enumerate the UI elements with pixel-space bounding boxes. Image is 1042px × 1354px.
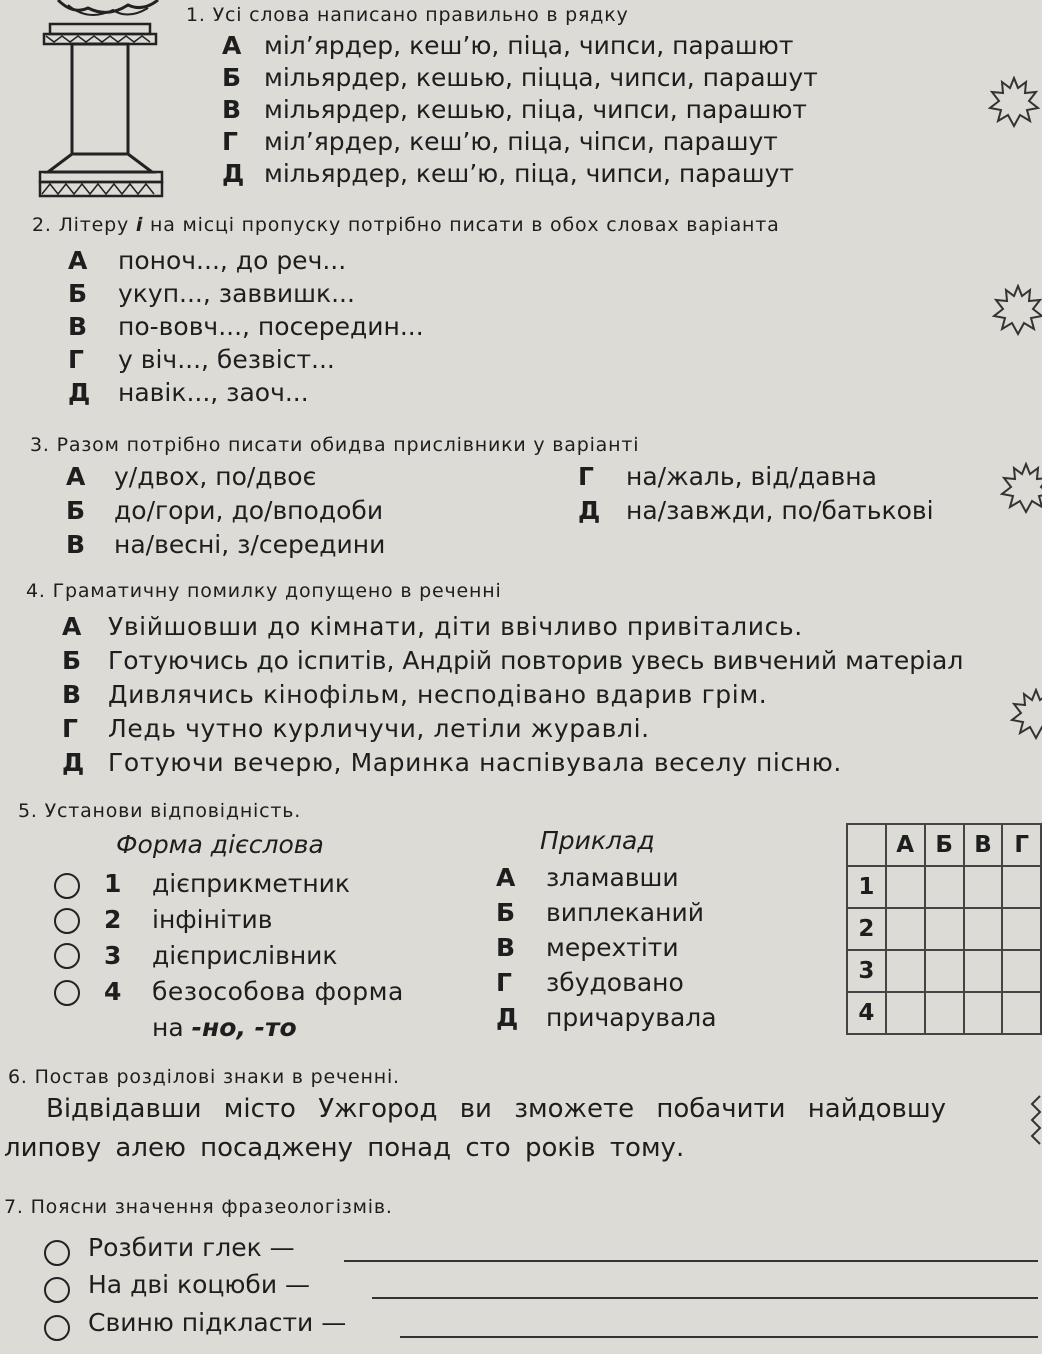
option-g[interactable]: Г на/жаль, від/давна <box>578 462 877 491</box>
list-item: Г збудовано <box>496 968 684 997</box>
radio-2[interactable] <box>54 908 80 934</box>
sun-stamp-icon <box>1010 688 1042 740</box>
option-g[interactable]: Г у віч..., безвіст... <box>68 345 335 374</box>
grid-col-header: Г <box>1002 824 1041 866</box>
q3-options-left <box>66 460 385 562</box>
grid-cell[interactable] <box>1002 908 1041 950</box>
option-d[interactable]: Д навік..., заоч... <box>68 378 309 407</box>
sun-stamp-icon <box>988 76 1040 128</box>
radio-item-1[interactable] <box>44 1240 70 1266</box>
q1-options <box>222 30 818 190</box>
option-b[interactable]: Б мільярдер, кешью, піцца, чипси, парашут <box>222 63 818 92</box>
grid-cell[interactable] <box>925 866 964 908</box>
grid-col-header: Б <box>925 824 964 866</box>
grid-cell[interactable] <box>964 992 1003 1034</box>
option-v[interactable]: В по-вовч..., посередин... <box>68 312 424 341</box>
list-item: 1 дієприкметник <box>104 869 351 898</box>
list-item: А зламавши <box>496 863 679 892</box>
q5-right-list <box>496 860 717 1035</box>
question-number: 2. <box>32 214 52 236</box>
question-number: 1. <box>186 4 206 26</box>
grid-col-header: В <box>964 824 1003 866</box>
list-item: Б виплеканий <box>496 898 704 927</box>
option-d[interactable]: Д мільярдер, кеш’ю, піца, чипси, парашут <box>222 159 794 188</box>
question-1 <box>186 4 629 26</box>
grid-cell[interactable] <box>886 950 925 992</box>
question-text: Установи відповідність. <box>44 800 302 822</box>
grid-row-header: 4 <box>847 992 886 1034</box>
pillar-illustration <box>28 0 178 200</box>
sentence-line-2: липову алею посаджену понад сто років тому. <box>4 1133 685 1163</box>
option-b[interactable]: Б укуп..., заввишк... <box>68 279 355 308</box>
answer-grid <box>846 823 1042 1035</box>
radio-item-2[interactable] <box>44 1277 70 1303</box>
answer-line-3[interactable] <box>400 1336 1038 1338</box>
q3-options-right <box>578 460 934 528</box>
list-item: Д причарувала <box>496 1003 717 1032</box>
idiom-2: На дві коцюби — <box>88 1270 311 1299</box>
question-text: Усі слова написано правильно в рядку <box>212 4 629 26</box>
grid-cell[interactable] <box>1002 950 1041 992</box>
option-a[interactable]: А Увійшовши до кімнати, діти ввічливо привітались. <box>62 612 803 641</box>
sun-stamp-icon <box>992 284 1042 336</box>
grid-cell[interactable] <box>964 908 1003 950</box>
grid-col-header: А <box>886 824 925 866</box>
question-4 <box>26 580 502 602</box>
question-text: Поясни значення фразеологізмів. <box>30 1196 393 1218</box>
radio-3[interactable] <box>54 943 80 969</box>
option-a[interactable]: А поноч..., до реч... <box>68 246 347 275</box>
grid-row-header: 2 <box>847 908 886 950</box>
option-b[interactable]: Б Готуючись до іспитів, Андрій повторив увесь вивчений матеріал <box>62 646 964 675</box>
grid-cell[interactable] <box>1002 866 1041 908</box>
q5-left-list <box>104 866 404 1046</box>
option-d[interactable]: Д Готуючи вечерю, Маринка наспівувала веселу пісню. <box>62 748 842 777</box>
list-item: 2 інфінітив <box>104 905 273 934</box>
option-v[interactable]: В мільярдер, кешью, піца, чипси, парашют <box>222 95 807 124</box>
radio-4[interactable] <box>54 980 80 1006</box>
question-number: 6. <box>8 1066 28 1088</box>
right-header: Приклад <box>540 826 655 855</box>
question-text: Постав розділові знаки в реченні. <box>34 1066 400 1088</box>
question-number: 3. <box>30 434 50 456</box>
question-number: 5. <box>18 800 38 822</box>
grid-cell[interactable] <box>964 950 1003 992</box>
question-text: Граматичну помилку допущено в реченні <box>52 580 502 602</box>
left-header: Форма дієслова <box>116 830 324 859</box>
question-3 <box>30 434 639 456</box>
option-v[interactable]: В на/весні, з/середини <box>66 530 386 559</box>
grid-cell[interactable] <box>925 950 964 992</box>
question-2: 2. Літеру і на місці пропуску потрібно писати в обох словах варіанта <box>32 214 780 236</box>
q2-options <box>68 244 424 409</box>
radio-item-3[interactable] <box>44 1315 70 1341</box>
q4-options <box>62 610 963 780</box>
sun-stamp-icon <box>1026 1094 1042 1146</box>
grid-cell[interactable] <box>886 908 925 950</box>
highlight-letter: і <box>135 214 144 236</box>
grid-cell[interactable] <box>925 908 964 950</box>
option-a[interactable]: А міл’ярдер, кеш’ю, піца, чипси, парашют <box>222 31 794 60</box>
idiom-3: Свиню підкласти — <box>88 1308 347 1337</box>
grid-row-header: 3 <box>847 950 886 992</box>
list-item: 4 безособова форма <box>104 977 404 1006</box>
grid-cell[interactable] <box>964 866 1003 908</box>
list-item: 3 дієприслівник <box>104 941 338 970</box>
question-5 <box>18 800 301 822</box>
idiom-1: Розбити глек — <box>88 1233 295 1262</box>
answer-line-1[interactable] <box>344 1260 1038 1262</box>
option-b[interactable]: Б до/гори, до/вподоби <box>66 496 384 525</box>
question-number: 7. <box>4 1196 24 1218</box>
list-item-continuation: на -но, -то <box>152 1013 297 1042</box>
question-7 <box>4 1196 393 1218</box>
list-item: В мерехтіти <box>496 933 679 962</box>
radio-1[interactable] <box>54 873 80 899</box>
grid-cell[interactable] <box>1002 992 1041 1034</box>
option-g[interactable]: Г міл’ярдер, кеш’ю, піца, чіпси, парашут <box>222 127 778 156</box>
grid-cell[interactable] <box>886 992 925 1034</box>
answer-line-2[interactable] <box>372 1297 1038 1299</box>
sentence-line-1: Відвідавши місто Ужгород ви зможете побачити найдовшу <box>46 1094 947 1124</box>
question-number: 4. <box>26 580 46 602</box>
grid-cell[interactable] <box>886 866 925 908</box>
option-g[interactable]: Г Ледь чутно курличучи, летіли журавлі. <box>62 714 650 743</box>
grid-cell[interactable] <box>925 992 964 1034</box>
question-text: Разом потрібно писати обидва прислівники у варіанті <box>56 434 640 456</box>
sun-stamp-icon <box>1000 462 1042 514</box>
question-6 <box>8 1066 400 1088</box>
option-d[interactable]: Д на/завжди, по/батькові <box>578 496 934 525</box>
option-v[interactable]: В Дивлячись кінофільм, несподівано вдарив грім. <box>62 680 768 709</box>
grid-row-header: 1 <box>847 866 886 908</box>
option-a[interactable]: А у/двох, по/двоє <box>66 462 317 491</box>
